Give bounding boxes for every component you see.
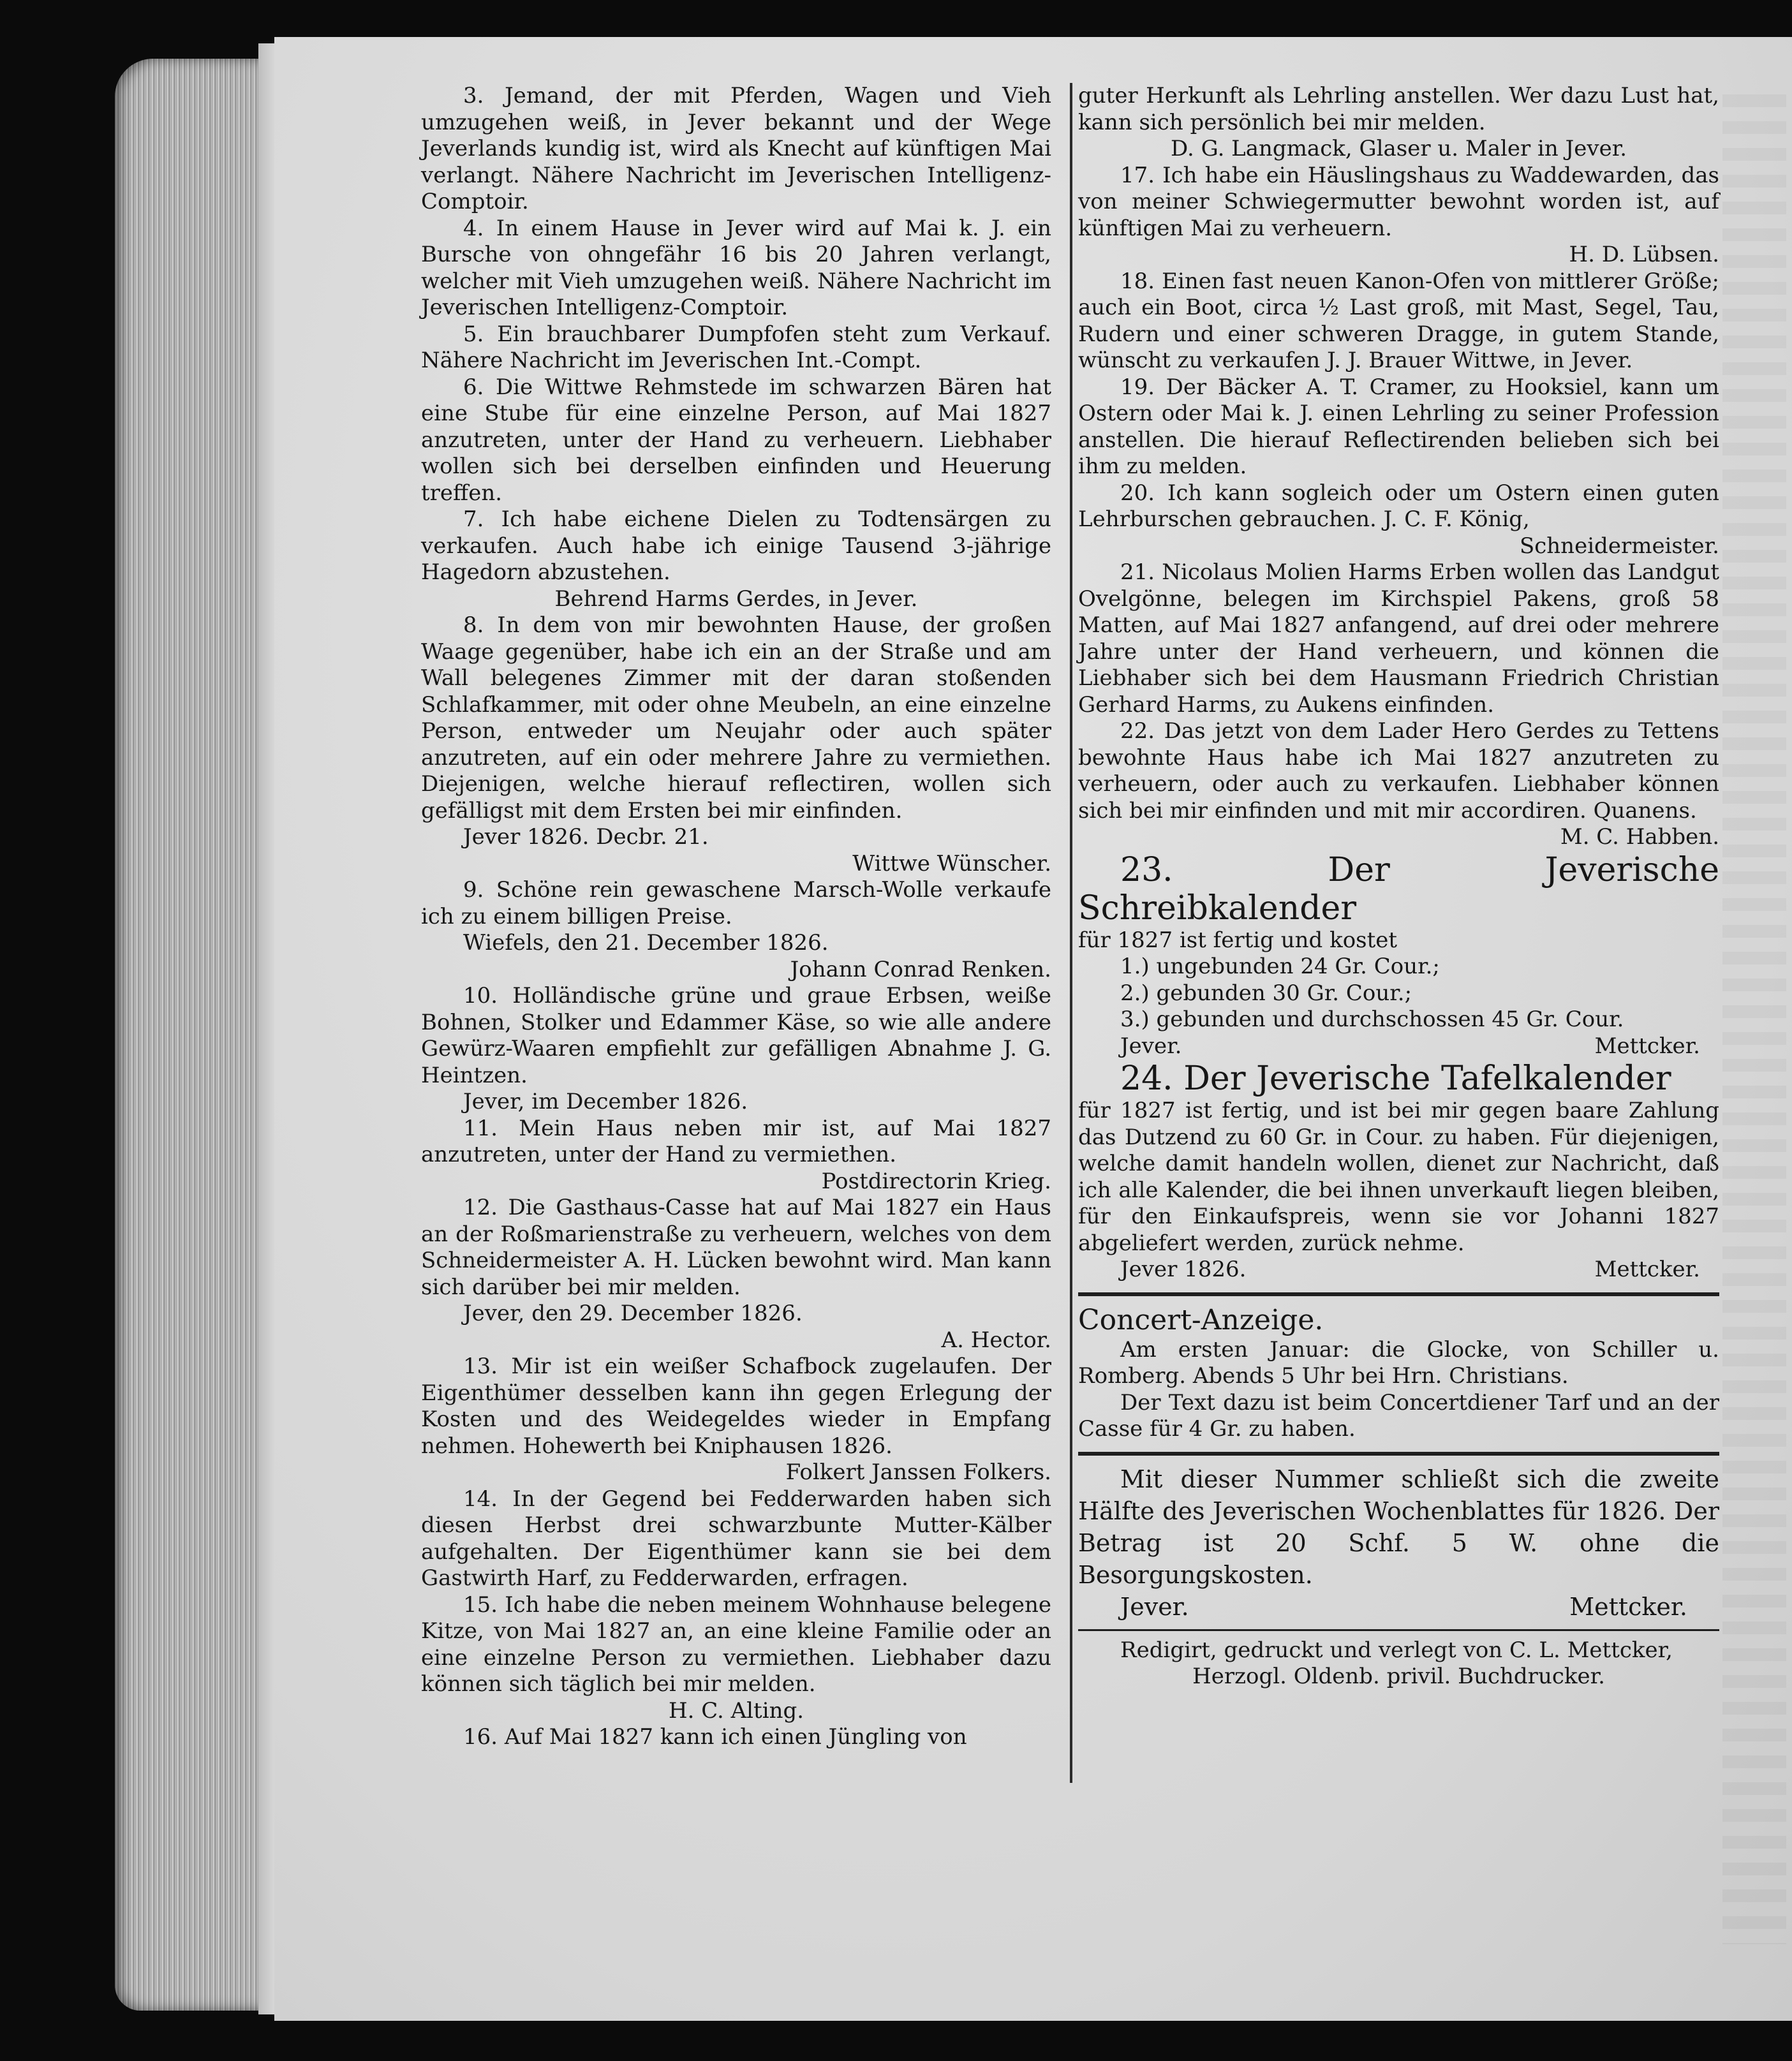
left-column — [421, 83, 1051, 1751]
section-rule — [1078, 1452, 1719, 1456]
ad-24-text: für 1827 ist fertig, und ist bei mir gegen baare Zahlung das Dutzend zu 60 Gr. in Cour. zu haben. Für diejenigen, welche damit handeln wollen, dienet zur Nachricht, daß ich alle Kalender, die bei ihnen unverkauft liegen bleiben, für den Einkaufspreis, wenn sie vor Johanni 1827 abgeliefert werden, zurück nehme. — [1078, 1098, 1719, 1256]
left-column-paragraph: 5. Ein brauchbarer Dumpfofen steht zum Verkauf. Nähere Nachricht im Jeverischen Int.-Compt. — [421, 321, 1051, 373]
left-column-paragraph: Wittwe Wünscher. — [852, 850, 1051, 876]
right-column-paragraph: D. G. Langmack, Glaser u. Maler in Jever. — [1170, 136, 1627, 161]
left-column-paragraph: Jever, im December 1826. — [463, 1089, 748, 1114]
bleed-through-shadow — [1722, 94, 1786, 1944]
left-column-paragraph: A. Hector. — [941, 1327, 1051, 1353]
closing-text: Mit dieser Nummer schließt sich die zweite Hälfte des Jeverischen Wochenblattes für 1826. Der Betrag ist 20 Schf. 5 W. ohne die Besorgungskosten. — [1078, 1465, 1719, 1589]
left-column-paragraph: Jever, den 29. December 1826. — [463, 1301, 803, 1326]
left-column-paragraph: 3. Jemand, der mit Pferden, Wagen und Vieh umzugehen weiß, in Jever bekannt und der Wege Jeverlands kundig ist, wird als Knecht auf künftigen Mai verlangt. Nähere Nachricht im Jeverischen Intelligenz-Comptoir. — [421, 83, 1051, 214]
right-column-paragraph: Schneidermeister. — [1519, 533, 1719, 559]
ad-23-line-2: 1.) ungebunden 24 Gr. Cour.; — [1120, 954, 1440, 979]
right-column-paragraph: 17. Ich habe ein Häuslingshaus zu Waddewarden, das von meiner Schwiegermutter bewohnt worden ist, auf künftigen Mai zu verheuern. — [1078, 162, 1719, 241]
closing-place: Jever. — [1120, 1592, 1189, 1621]
left-column-paragraph: Behrend Harms Gerdes, in Jever. — [554, 586, 918, 612]
closing-signer: Mettcker. — [1569, 1592, 1687, 1621]
left-column-paragraph: Postdirectorin Krieg. — [821, 1168, 1051, 1194]
concert-text-2: Der Text dazu ist beim Concertdiener Tarf und an der Casse für 4 Gr. zu haben. — [1078, 1389, 1719, 1442]
column-divider — [1070, 83, 1072, 1783]
ad-23-line-4: 3.) gebunden und durchschossen 45 Gr. Cour. — [1120, 1007, 1624, 1032]
ad-23-signer: Mettcker. — [1594, 1033, 1700, 1059]
right-column-paragraph: 20. Ich kann sogleich oder um Ostern einen guten Lehrburschen gebrauchen. J. C. F. König, — [1078, 480, 1719, 532]
left-column-paragraph: 8. In dem von mir bewohnten Hause, der großen Waage gegenüber, habe ich ein an der Straße und am Wall belegenes Zimmer mit der daran stoßenden Schlafkammer, mit oder ohne Meubeln, an eine einzelne Person, entweder um Neujahr oder auch später anzutreten, auf ein oder mehrere Jahre zu vermiethen. Diejenigen, welche hierauf reflectiren, wollen sich gefälligst mit dem Ersten bei mir einfinden. — [421, 612, 1051, 824]
left-column-paragraph: Folkert Janssen Folkers. — [785, 1459, 1051, 1485]
left-column-paragraph: H. C. Alting. — [668, 1697, 804, 1724]
imprint-rule — [1078, 1629, 1719, 1631]
left-column-paragraph: 10. Holländische grüne und graue Erbsen, weiße Bohnen, Stolker und Edammer Käse, so wie alle andere Gewürz-Waaren empfiehlt zur gefälligen Abnahme J. G. Heintzen. — [421, 983, 1051, 1088]
concert-announcement — [1078, 1304, 1719, 1443]
imprint-line-1: Redigirt, gedruckt und verlegt von C. L. Mettcker, — [1120, 1637, 1673, 1663]
section-rule — [1078, 1292, 1719, 1296]
ad-23-line-1: für 1827 ist fertig und kostet — [1078, 927, 1398, 953]
left-column-paragraph: 9. Schöne rein gewaschene Marsch-Wolle verkaufe ich zu einem billigen Preise. — [421, 877, 1051, 929]
ad-24 — [1078, 1060, 1719, 1283]
concert-text-1: Am ersten Januar: die Glocke, von Schiller u. Romberg. Abends 5 Uhr bei Hrn. Christians. — [1078, 1336, 1719, 1389]
left-column-paragraph: 14. In der Gegend bei Fedderwarden haben sich diesen Herbst drei schwarzbunte Mutter-Kälber aufgehalten. Der Eigenthümer kann sie bei dem Gastwirth Harf, zu Fedderwarden, erfragen. — [421, 1486, 1051, 1591]
left-column-paragraph: 16. Auf Mai 1827 kann ich einen Jüngling von — [463, 1724, 967, 1750]
ad-24-place: Jever 1826. — [1120, 1257, 1247, 1282]
left-column-paragraph: 4. In einem Hause in Jever wird auf Mai k. J. ein Bursche von ohngefähr 16 bis 20 Jahren verlangt, welcher mit Vieh umzugehen weiß. Nähere Nachricht im Jeverischen Intelligenz-Comptoir. — [421, 215, 1051, 320]
ad-23-line-3: 2.) gebunden 30 Gr. Cour.; — [1120, 980, 1412, 1006]
left-column-paragraph: 13. Mir ist ein weißer Schafbock zugelaufen. Der Eigenthümer desselben kann ihn gegen Erlegung der Kosten und des Weidegeldes wieder in Empfang nehmen. Hohewerth bei Kniphausen 1826. — [421, 1354, 1051, 1459]
left-column-paragraph: 11. Mein Haus neben mir ist, auf Mai 1827 anzutreten, unter der Hand zu vermiethen. — [421, 1115, 1051, 1167]
left-column-paragraph: Wiefels, den 21. December 1826. — [463, 930, 829, 956]
left-column-paragraph: Jever 1826. Decbr. 21. — [463, 824, 709, 850]
imprint-line-2: Herzogl. Oldenb. privil. Buchdrucker. — [1192, 1664, 1605, 1689]
left-column-paragraph: 12. Die Gasthaus-Casse hat auf Mai 1827 ein Haus an der Roßmarienstraße zu verheuern, welches von dem Schneidermeister A. H. Lücken bewohnt wird. Man kann sich darüber bei mir melden. — [421, 1195, 1051, 1300]
right-column-notices — [1078, 83, 1719, 851]
left-column-paragraph: 6. Die Wittwe Rehmstede im schwarzen Bären hat eine Stube für eine einzelne Person, auf Mai 1827 anzutreten, unter der Hand zu verheuern. Liebhaber wollen sich bei derselben einfinden und Heuerung treffen. — [421, 374, 1051, 506]
closing-notice — [1078, 1463, 1719, 1623]
right-column-paragraph: guter Herkunft als Lehrling anstellen. Wer dazu Lust hat, kann sich persönlich bei mir melden. — [1078, 83, 1719, 135]
imprint — [1078, 1637, 1719, 1690]
right-column-paragraph: 19. Der Bäcker A. T. Cramer, zu Hooksiel, kann um Ostern oder Mai k. J. einen Lehrling zu seiner Profession anstellen. Die hierauf Reflectirenden belieben sich bei ihm zu melden. — [1078, 374, 1719, 479]
right-column-paragraph: 22. Das jetzt von dem Lader Hero Gerdes zu Tettens bewohnte Haus habe ich Mai 1827 anzutreten zu verheuern, oder auch zu verkaufen. Liebhaber können sich bei mir einfinden und mit mir accordiren. Quanens. — [1078, 718, 1719, 824]
left-column-paragraph: 15. Ich habe die neben meinem Wohnhause belegene Kitze, von Mai 1827 an, an eine kleine Familie oder an eine einzelne Person zu vermiethen. Liebhaber dazu können sich täglich bei mir melden. — [421, 1592, 1051, 1697]
book-page-edges — [115, 59, 271, 2011]
concert-title: Concert-Anzeige. — [1078, 1303, 1324, 1336]
ad-23 — [1078, 851, 1719, 1060]
ad-23-place: Jever. — [1120, 1033, 1182, 1059]
right-column-paragraph: H. D. Lübsen. — [1569, 242, 1719, 267]
ad-23-heading: 23. Der Jeverische Schreibkalender — [1078, 850, 1719, 927]
ad-24-signature-line — [1078, 1257, 1719, 1283]
ad-23-signature-line — [1078, 1033, 1719, 1060]
right-column-paragraph: 18. Einen fast neuen Kanon-Ofen von mittlerer Größe; auch ein Boot, circa ½ Last groß, mit Mast, Segel, Tau, Rudern und einer schweren Dragge, in gutem Stande, wünscht zu verkaufen J. J. Brauer Wittwe, in Jever. — [1078, 268, 1719, 373]
right-column-paragraph: M. C. Habben. — [1560, 824, 1719, 850]
ad-24-signer: Mettcker. — [1594, 1257, 1700, 1282]
closing-signature-line — [1078, 1591, 1719, 1623]
right-column — [1078, 83, 1719, 1690]
ad-24-heading: 24. Der Jeverische Tafelkalender — [1120, 1060, 1671, 1098]
newspaper-page — [274, 37, 1792, 2021]
left-column-paragraph: Johann Conrad Renken. — [790, 956, 1051, 982]
right-column-paragraph: 21. Nicolaus Molien Harms Erben wollen das Landgut Ovelgönne, belegen im Kirchspiel Pakens, groß 58 Matten, auf Mai 1827 anfangend, auf drei oder mehrere Jahre unter der Hand verheuern, und können die Liebhaber sich bei dem Hausmann Friedrich Christian Gerhard Harms, zu Aukens einfinden. — [1078, 559, 1719, 718]
left-column-paragraph: 7. Ich habe eichene Dielen zu Todtensärgen zu verkaufen. Auch habe ich einige Tausend 3-jährige Hagedorn abzustehen. — [421, 506, 1051, 585]
